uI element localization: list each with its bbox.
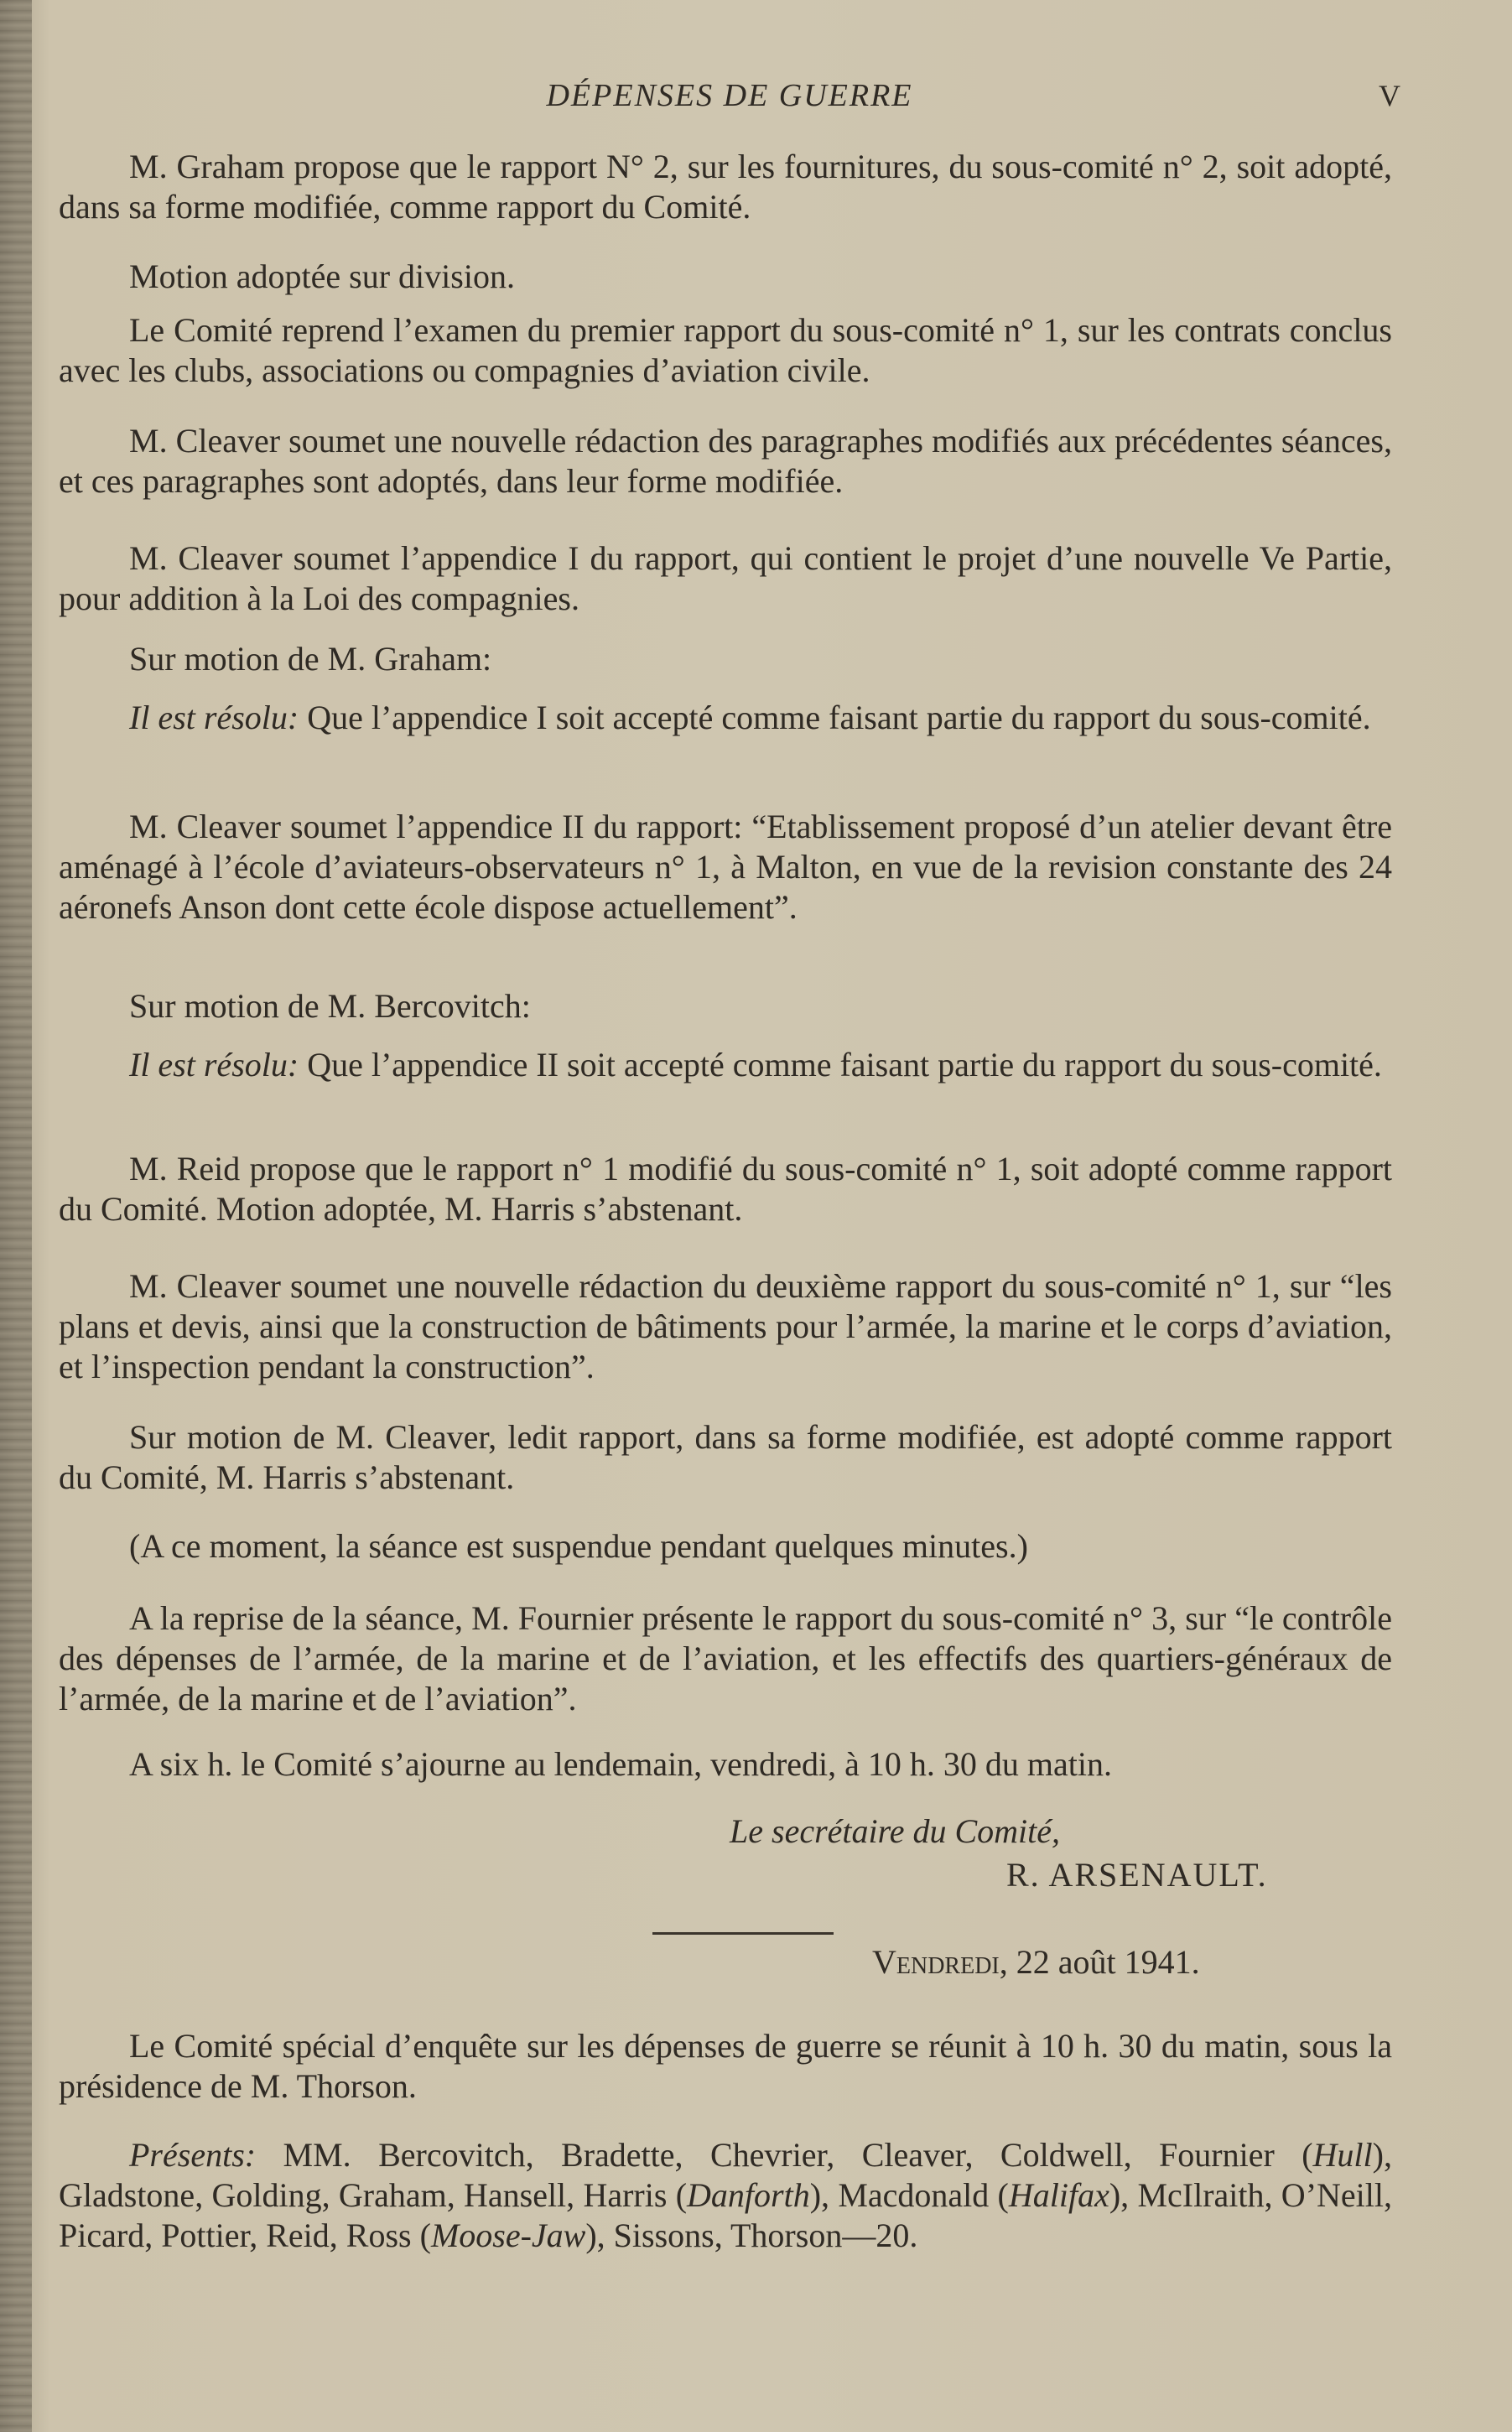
- paragraph-committee-resumes: Le Comité reprend l’examen du premier rapport du sous-comité n° 1, sur les contrats conclus avec les clubs, associations ou compagnies d’aviation civile.: [59, 311, 1392, 389]
- resolution-appendix-1: [59, 698, 1392, 738]
- paragraph-committee-meets: Le Comité spécial d’enquête sur les dépenses de guerre se réunit à 10 h. 30 du matin, sous la présidence de M. Thorson.: [59, 2027, 1392, 2105]
- running-title: DÉPENSES DE GUERRE: [546, 78, 913, 113]
- attendance-text: ), Macdonald (: [809, 2176, 1009, 2214]
- attendance-text: ), Sissons, Thorson—20.: [585, 2216, 918, 2254]
- paragraph-cleaver-appendix-2: M. Cleaver soumet l’appendice II du rapport: “Etablissement proposé d’un atelier devant être aménagé à l’école d’aviateurs-observateurs n° 1, à Malton, en vue de la revision constante des 24 aéronefs Anson dont cette école dispose actuellement”.: [59, 808, 1392, 926]
- paragraph-reid-motion: M. Reid propose que le rapport n° 1 modifié du sous-comité n° 1, soit adopté comme rapport du Comité. Motion adoptée, M. Harris s’abstenant.: [59, 1150, 1392, 1228]
- attendance-riding: Danforth: [687, 2176, 810, 2214]
- resolution-lead: Il est résolu:: [129, 699, 299, 736]
- paragraph-graham-motion: M. Graham propose que le rapport N° 2, sur les fournitures, du sous-comité n° 2, soit adopté, dans sa forme modifiée, comme rapport du Comité.: [59, 148, 1392, 226]
- paragraph-attendance: [59, 2135, 1392, 2256]
- attendance-riding: Hull: [1312, 2136, 1373, 2174]
- resolution-appendix-2: [59, 1045, 1392, 1085]
- paragraph-adjournment: A six h. le Comité s’ajourne au lendemain, vendredi, à 10 h. 30 du matin.: [129, 1745, 1112, 1783]
- attendance-text: ), Gladstone, Golding, Graham, Hansell, Harris (: [59, 2136, 1392, 2214]
- paragraph-motion-bercovitch: Sur motion de M. Bercovitch:: [129, 987, 531, 1025]
- paragraph-fournier-report: A la reprise de la séance, M. Fournier présente le rapport du sous-comité n° 3, sur “le contrôle des dépenses de l’armée, de la marine et de l’aviation, et les effectifs des quartiers-généraux de l’armée, de la marine et de l’aviation”.: [59, 1599, 1392, 1717]
- document-page: [59, 0, 1400, 2432]
- paragraph-sitting-suspended: (A ce moment, la séance est suspendue pendant quelques minutes.): [129, 1527, 1028, 1565]
- paragraph-motion-graham: Sur motion de M. Graham:: [129, 640, 492, 678]
- attendance-text: MM. Bercovitch, Bradette, Chevrier, Cleaver, Coldwell, Fournier (: [256, 2136, 1313, 2174]
- date-rest: , 22 août 1941.: [999, 1943, 1200, 1981]
- book-binding-edge: [0, 0, 32, 2432]
- page-header: [59, 75, 1400, 117]
- resolution-text: Que l’appendice II soit accepté comme faisant partie du rapport du sous-comité.: [299, 1046, 1382, 1083]
- attendance-lead: Présents:: [129, 2136, 257, 2174]
- paragraph-cleaver-second-report: M. Cleaver soumet une nouvelle rédaction du deuxième rapport du sous-comité n° 1, sur “les plans et devis, ainsi que la construction de bâtiments pour l’armée, la marine et le corps d’aviation, et l’inspection pendant la construction”.: [59, 1267, 1392, 1385]
- signature-name: R. ARSENAULT.: [1006, 1856, 1268, 1894]
- paragraph-cleaver-redaction: M. Cleaver soumet une nouvelle rédaction des paragraphes modifiés aux précédentes séances, et ces paragraphes sont adoptés, dans leur forme modifiée.: [59, 422, 1392, 500]
- paragraph-cleaver-appendix-1: M. Cleaver soumet l’appendice I du rapport, qui contient le projet d’une nouvelle Ve Partie, pour addition à la Loi des compagnies.: [59, 539, 1392, 617]
- resolution-lead: Il est résolu:: [129, 1046, 299, 1083]
- attendance-riding: Halifax: [1008, 2176, 1109, 2214]
- paragraph-cleaver-motion: Sur motion de M. Cleaver, ledit rapport, dans sa forme modifiée, est adopté comme rapport du Comité, M. Harris s’abstenant.: [59, 1418, 1392, 1496]
- section-divider: [652, 1932, 834, 1935]
- paragraph-motion-adopted: Motion adoptée sur division.: [129, 257, 515, 295]
- date-line: [872, 1942, 1200, 1982]
- date-day: Vendredi: [872, 1943, 1000, 1981]
- resolution-text: Que l’appendice I soit accepté comme faisant partie du rapport du sous-comité.: [299, 699, 1371, 736]
- page-number: V: [1379, 79, 1400, 112]
- attendance-text: ), McIlraith, O’Neill, Picard, Pottier, Reid, Ross (: [59, 2176, 1392, 2254]
- signature-title: Le secrétaire du Comité,: [730, 1812, 1061, 1850]
- attendance-riding: Moose-Jaw: [430, 2216, 586, 2254]
